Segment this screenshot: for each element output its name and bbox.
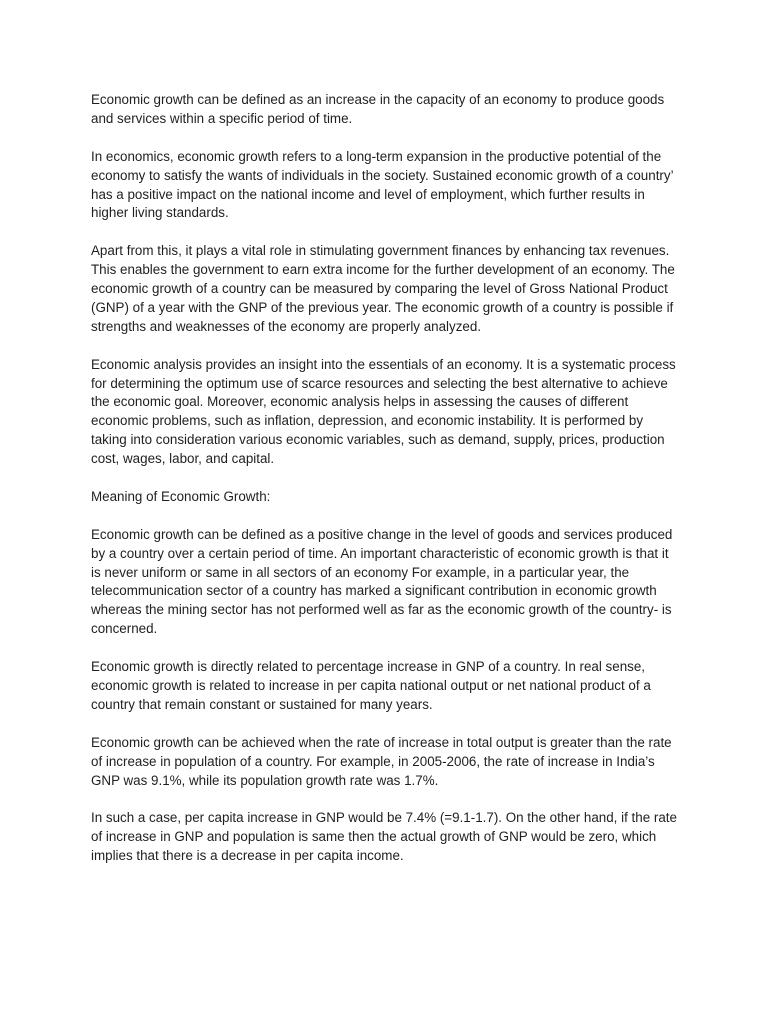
paragraph-economic-analysis: Economic analysis provides an insight into the essentials of an economy. It is a systematic process for determining the optimum use of scarce resources and selecting the best alternative to achieve the economic goal. Moreover, economic analysis helps in assessing the causes of different economic problems, such as inflation, depression, and economic instability. It is performed by taking into consideration various economic variables, such as demand, supply, prices, production cost, wages, labor, and capital. — [91, 356, 676, 467]
paragraph-per-capita-example: In such a case, per capita increase in GNP would be 7.4% (=9.1-1.7). On the other hand, if the rate of increase in GNP and population is same then the actual growth of GNP would be zero, which implies that there is a decrease in per capita income. — [91, 810, 677, 864]
paragraph-growth-definition: Economic growth can be defined as an increase in the capacity of an economy to produce goods and services within a specific period of time. — [91, 92, 665, 126]
section-heading-meaning: Meaning of Economic Growth: — [91, 488, 271, 504]
paragraph-output-vs-population: Economic growth can be achieved when the rate of increase in total output is greater than the rate of increase in population of a country. For example, in 2005-2006, the rate of increase in India’s GNP was 9.1%, while its population growth rate was 1.7%. — [91, 734, 672, 788]
paragraph-gnp-relation: Economic growth is directly related to percentage increase in GNP of a country. In real sense, economic growth is related to increase in per capita national output or net national product of a country that remain constant or sustained for many years. — [91, 659, 651, 712]
document-body — [91, 91, 681, 885]
paragraph-positive-change: Economic growth can be defined as a positive change in the level of goods and services produced by a country over a certain period of time. An important characteristic of economic growth is that it is never uniform or same in all sectors of an economy For example, in a particular year, the telecommunication sector of a country has marked a significant contribution in economic growth whereas the mining sector has not performed well as far as the economic growth of the country- is concerned. — [91, 526, 673, 637]
paragraph-government-finances: Apart from this, it plays a vital role in stimulating government finances by enhancing tax revenues. This enables the government to earn extra income for the further development of an economy. The economic growth of a country can be measured by comparing the level of Gross National Product (GNP) of a year with the GNP of the previous year. The economic growth of a country is possible if strengths and weaknesses of the economy are properly analyzed. — [91, 243, 675, 334]
paragraph-growth-in-economics: In economics, economic growth refers to a long-term expansion in the productive potential of the economy to satisfy the wants of individuals in the society. Sustained economic growth of a country’ has a positive impact on the national income and level of employment, which further results in higher living standards. — [91, 148, 674, 221]
